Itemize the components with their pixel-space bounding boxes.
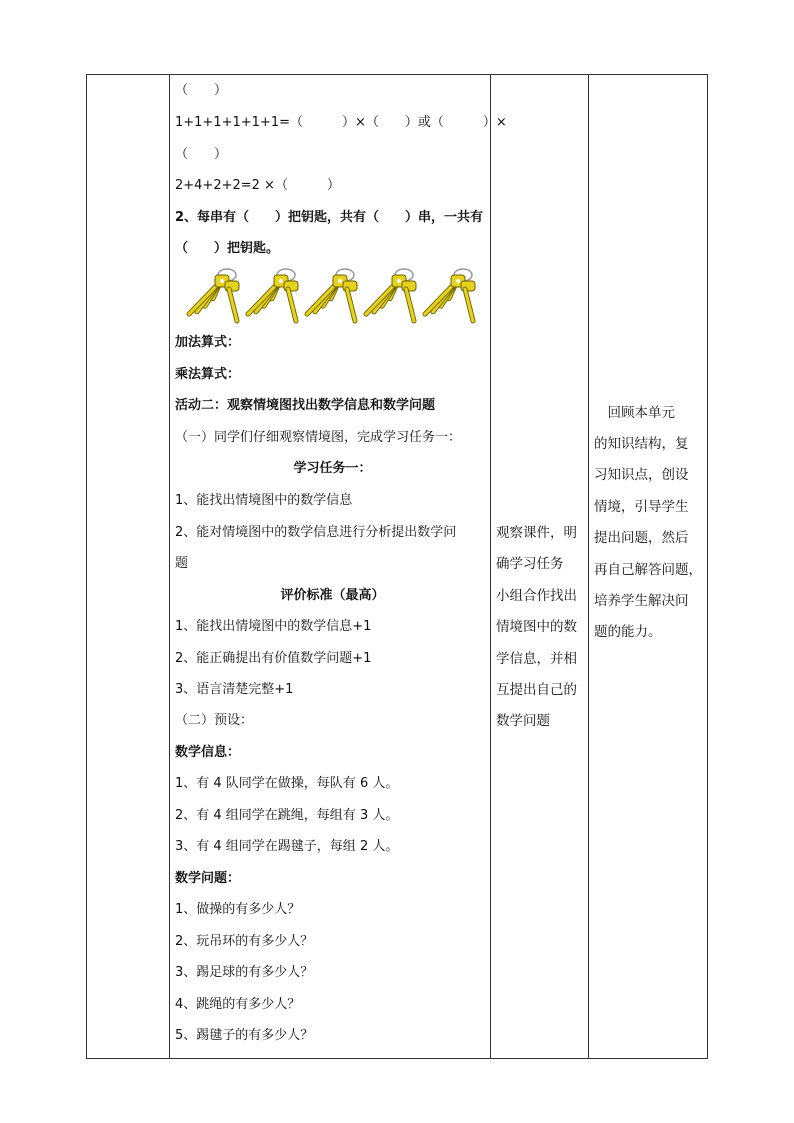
content-line: 1、做操的有多少人？ [175,902,301,917]
activity-line: 数学问题 [496,713,550,729]
column-divider [169,75,170,1058]
activity-line: 互提出自己的 [496,682,577,698]
content-line: 数学信息： [175,745,241,760]
content-line: 数学问题： [175,871,241,886]
content-line: 2、玩吊环的有多少人？ [175,934,314,949]
content-line: 2、能正确提出有价值数学问题+1 [175,651,372,666]
design-intent-cell [594,75,706,1058]
key-bunch-icon [425,269,475,321]
column-divider [588,75,589,1058]
key-bunch-icon [189,269,239,321]
content-line: 加法算式： [175,335,241,350]
intent-line: 情境，引导学生 [594,499,689,515]
intent-line: 回顾本单元 [594,405,675,421]
task-heading: 学习任务一： [293,461,372,476]
activity-line: 小组合作找出 [496,588,577,604]
content-line: 3、有 4 组同学在踢毽子，每组 2 人。 [175,839,399,854]
teaching-content-cell [175,75,507,1058]
content-line: 4、跳绳的有多少人？ [175,997,301,1012]
content-line: 乘法算式： [175,367,241,382]
column-divider [490,75,491,1058]
content-line: 2、每串有（ ）把钥匙，共有（ ）串，一共有 [175,210,484,225]
student-activity-cell [496,75,586,1058]
content-line: （二）预设： [175,713,254,728]
content-line: 2、能对情境图中的数学信息进行分析提出数学问 [175,525,457,540]
content-line: 2、有 4 组同学在跳绳，每组有 3 人。 [175,808,399,823]
lesson-table [86,74,708,1059]
content-line: 2+4+2+2=2 ×（ ） [175,178,340,193]
activity-line: 确学习任务 [496,556,564,572]
activity-line: 学信息，并相 [496,651,577,667]
intent-line: 的知识结构，复 [594,436,689,452]
intent-line: 再自己解答问题， [594,562,702,578]
keys-svg [179,265,479,327]
key-bunch-icon [366,269,416,321]
content-line: 1+1+1+1+1+1=（ ）×（ ）或（ ）× [175,115,507,130]
content-line: 题 [175,556,189,571]
activity-heading: 活动二：观察情境图找出数学信息和数学问题 [175,398,436,413]
activity-line: 情境图中的数 [496,619,577,635]
content-line: （ ）把钥匙。 [175,241,280,256]
content-line: 1、有 4 队同学在做操，每队有 6 人。 [175,776,399,791]
intent-line: 题的能力。 [594,624,662,640]
content-line: 1、能找出情境图中的数学信息 [175,493,353,508]
content-line: 3、踢足球的有多少人？ [175,965,314,980]
keys-illustration [179,265,479,327]
content-line: （ ） [175,147,228,162]
content-line: 3、语言清楚完整+1 [175,682,294,697]
intent-line: 培养学生解决问 [594,593,689,609]
intent-line: 习知识点，创设 [594,467,689,483]
criteria-heading: 评价标准（最高） [280,588,385,603]
content-line: 5、踢毽子的有多少人？ [175,1028,314,1043]
content-line: （ ） [175,83,228,98]
content-line: 1、能找出情境图中的数学信息+1 [175,619,372,634]
intent-line: 提出问题，然后 [594,530,689,546]
key-bunch-icon [248,269,298,321]
activity-line: 观察课件，明 [496,525,577,541]
content-line: （一）同学们仔细观察情境图，完成学习任务一： [175,430,462,445]
key-bunch-icon [307,269,357,321]
